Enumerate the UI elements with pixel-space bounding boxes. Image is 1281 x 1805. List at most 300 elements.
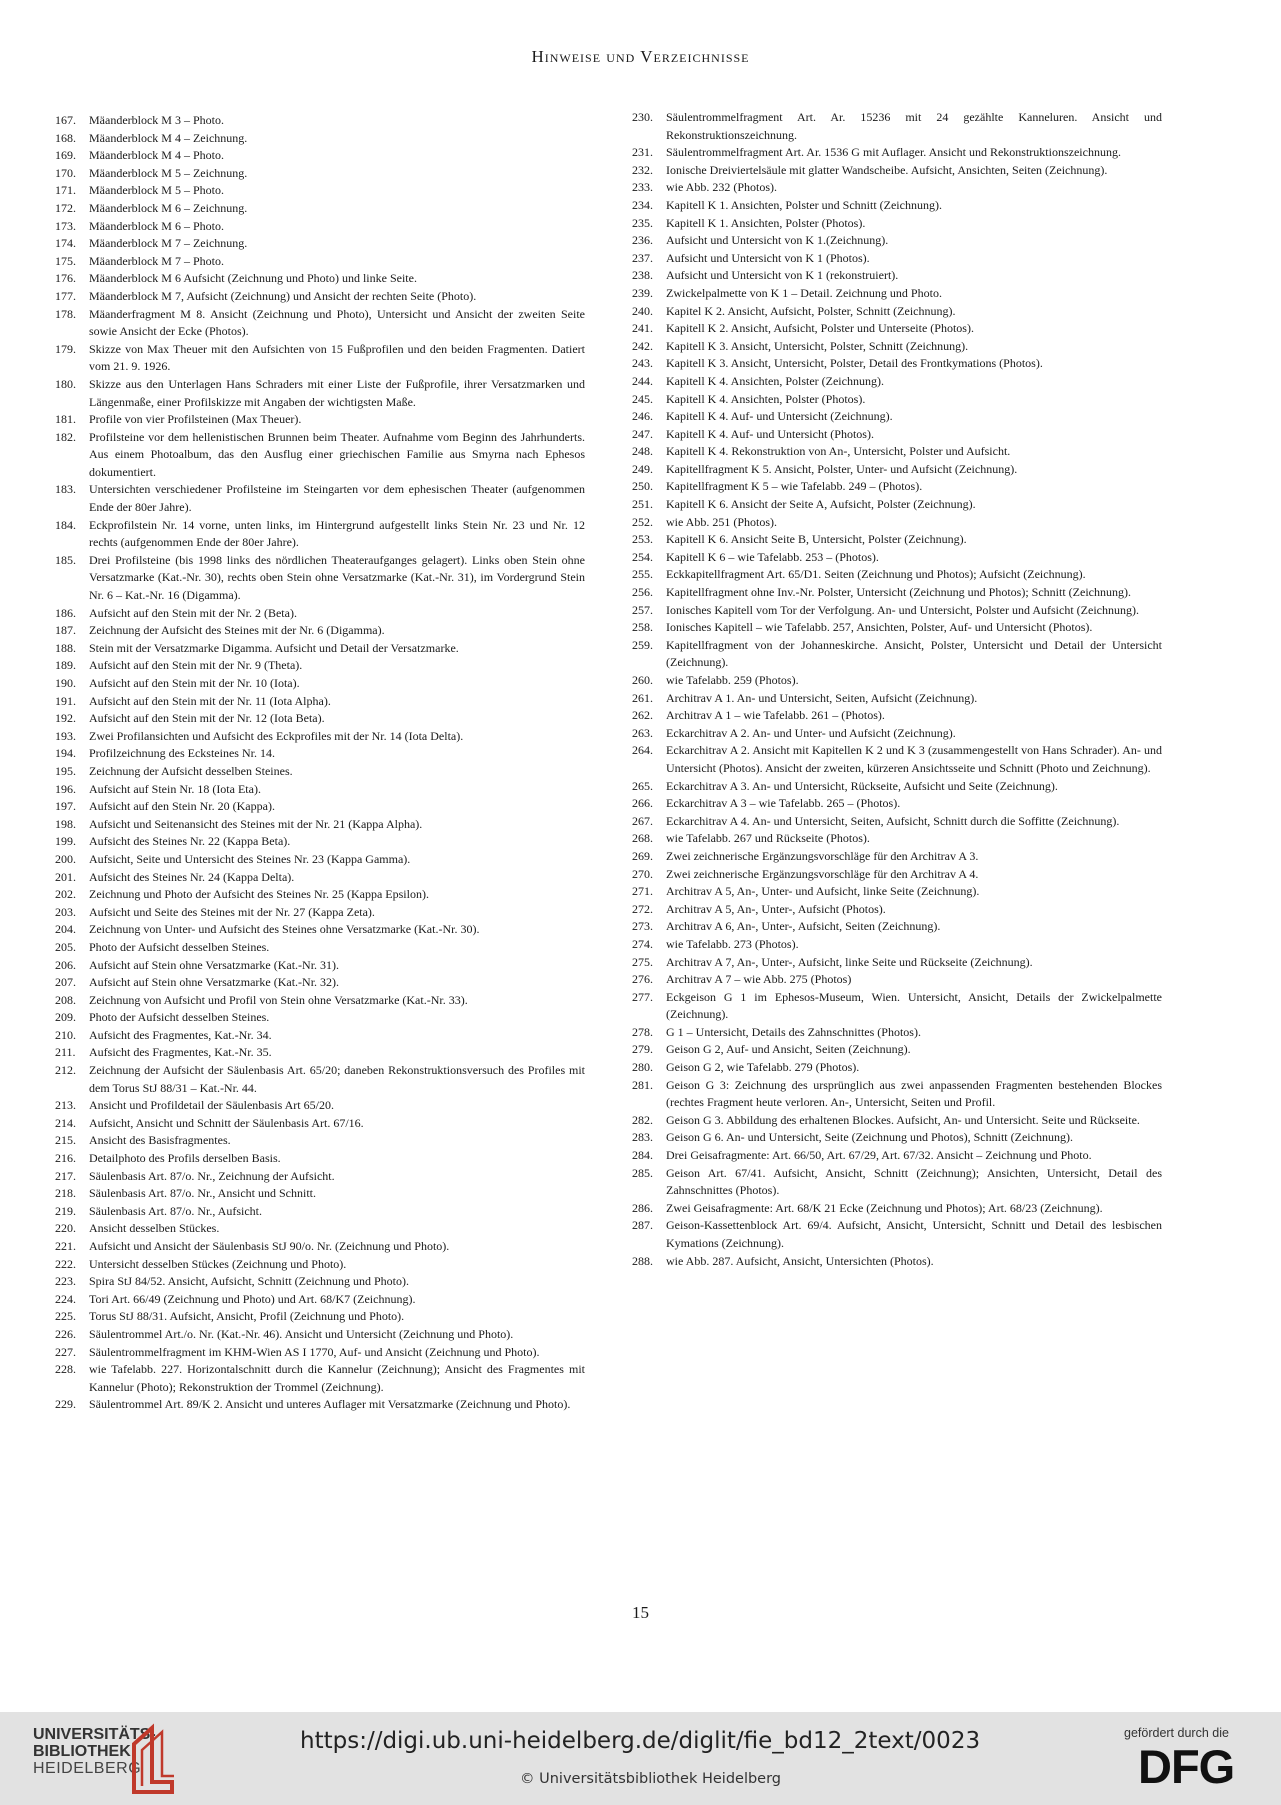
figure-caption: Eckarchitrav A 2. Ansicht mit Kapitellen K 2 und K 3 (zusammengestellt von Hans Schrader). An- und Untersicht (Photos). Ansicht der zweiten, kürzeren Ansichtsseite und Schnitt (Photo und Zeichnung).	[666, 743, 1162, 775]
figure-number: 288.	[632, 1253, 653, 1268]
figure-number: 283.	[632, 1130, 653, 1145]
list-item	[55, 605, 585, 623]
figure-number: 235.	[632, 215, 653, 230]
figure-number: 191.	[55, 693, 76, 708]
figure-caption: wie Tafelabb. 227. Horizontalschnitt durch die Kannelur (Zeichnung); Ansicht des Fragmentes mit Kannelur (Photo); Rekonstruktion der Trommel (Zeichnung).	[89, 1362, 585, 1394]
list-item	[55, 165, 585, 183]
figure-number: 169.	[55, 148, 76, 163]
figure-caption: Aufsicht auf Stein Nr. 18 (Iota Eta).	[89, 781, 261, 796]
figure-number: 170.	[55, 165, 76, 180]
list-item	[632, 989, 1162, 1024]
list-item	[55, 1044, 585, 1062]
list-item	[55, 1308, 585, 1326]
figure-number: 276.	[632, 972, 653, 987]
figure-number: 244.	[632, 373, 653, 388]
figure-number: 168.	[55, 130, 76, 145]
list-item	[632, 391, 1162, 409]
figure-caption: Säulentrommelfragment Art. Ar. 15236 mit 24 gezählte Kanneluren. Ansicht und Rekonstruktionszeichnung.	[666, 110, 1162, 142]
list-item	[632, 566, 1162, 584]
figure-caption: Säulentrommel Art./o. Nr. (Kat.-Nr. 46). Ansicht und Untersicht (Zeichnung und Photo).	[89, 1326, 514, 1341]
figure-caption: Säulenbasis Art. 87/o. Nr., Aufsicht.	[89, 1203, 262, 1218]
figure-number: 178.	[55, 306, 76, 321]
figure-number: 265.	[632, 778, 653, 793]
list-item	[632, 478, 1162, 496]
figure-number: 185.	[55, 552, 76, 567]
figure-number: 254.	[632, 549, 653, 564]
figure-caption: Eckarchitrav A 3 – wie Tafelabb. 265 – (Photos).	[666, 796, 901, 811]
list-item	[55, 693, 585, 711]
figure-number: 245.	[632, 391, 653, 406]
figure-caption: Zwei zeichnerische Ergänzungsvorschläge für den Architrav A 4.	[666, 866, 979, 881]
list-item	[55, 1150, 585, 1168]
figure-number: 242.	[632, 338, 653, 353]
figure-number: 181.	[55, 412, 76, 427]
figure-number: 247.	[632, 426, 653, 441]
left-column	[55, 112, 585, 1414]
figure-number: 231.	[632, 145, 653, 160]
figure-caption: Aufsicht des Fragmentes, Kat.-Nr. 34.	[89, 1027, 272, 1042]
figure-caption: Mäanderblock M 4 – Photo.	[89, 148, 224, 163]
figure-number: 272.	[632, 901, 653, 916]
list-item	[55, 957, 585, 975]
list-item	[632, 303, 1162, 321]
figure-caption: Zeichnung der Aufsicht der Säulenbasis Art. 65/20; daneben Rekonstruktionsversuch des Profiles mit dem Torus StJ 88/31 – Kat.-Nr. 44.	[89, 1063, 585, 1095]
figure-caption: Ansicht desselben Stückes.	[89, 1221, 220, 1236]
figure-number: 167.	[55, 113, 76, 127]
list-item	[632, 250, 1162, 268]
figure-number: 282.	[632, 1112, 653, 1127]
list-item	[55, 939, 585, 957]
figure-number: 216.	[55, 1151, 76, 1166]
figure-caption: Zeichnung von Unter- und Aufsicht des Steines ohne Versatzmarke (Kat.-Nr. 30).	[89, 922, 480, 937]
figure-number: 211.	[55, 1045, 76, 1060]
list-item	[632, 1129, 1162, 1147]
figure-caption: wie Tafelabb. 259 (Photos).	[666, 673, 799, 687]
list-item	[55, 306, 585, 341]
figure-caption: Aufsicht auf den Stein mit der Nr. 12 (Iota Beta).	[89, 711, 325, 726]
figure-caption: Zeichnung der Aufsicht des Steines mit der Nr. 6 (Digamma).	[89, 623, 385, 638]
figure-caption: Drei Geisafragmente: Art. 66/50, Art. 67/29, Art. 67/32. Ansicht – Zeichnung und Photo.	[666, 1148, 1092, 1163]
figure-number: 277.	[632, 989, 653, 1004]
figure-number: 262.	[632, 708, 653, 723]
figure-caption: Zeichnung der Aufsicht desselben Steines.	[89, 763, 293, 778]
figure-number: 197.	[55, 799, 76, 814]
list-item	[632, 144, 1162, 162]
figure-caption: Geison Art. 67/41. Aufsicht, Ansicht, Schnitt (Zeichnung); Ansichten, Untersicht, Detail des Zahnschnittes (Photos).	[666, 1165, 1162, 1198]
figure-caption: Aufsicht auf den Stein mit der Nr. 10 (Iota).	[89, 676, 300, 690]
list-item	[632, 338, 1162, 356]
figure-caption: Aufsicht auf den Stein mit der Nr. 2 (Beta).	[89, 605, 297, 620]
figure-caption: Aufsicht des Fragmentes, Kat.-Nr. 35.	[89, 1045, 272, 1060]
list-item	[632, 637, 1162, 672]
figure-caption: Geison G 2, Auf- und Ansicht, Seiten (Zeichnung).	[666, 1042, 911, 1057]
figure-caption: Zeichnung von Aufsicht und Profil von Stein ohne Versatzmarke (Kat.-Nr. 33).	[89, 992, 468, 1007]
list-item	[632, 1059, 1162, 1077]
list-item	[55, 1361, 585, 1396]
figure-caption: Zwickelpalmette von K 1 – Detail. Zeichnung und Photo.	[666, 285, 942, 300]
list-item	[55, 1291, 585, 1309]
figure-caption: Zwei Profilansichten und Aufsicht des Eckprofiles mit der Nr. 14 (Iota Delta).	[89, 728, 464, 743]
figure-number: 233.	[632, 180, 653, 195]
figure-caption: Kapitellfragment K 5. Ansicht, Polster, Unter- und Aufsicht (Zeichnung).	[666, 461, 1018, 476]
figure-number: 180.	[55, 376, 76, 391]
figure-caption: G 1 – Untersicht, Details des Zahnschnittes (Photos).	[666, 1024, 921, 1039]
figure-number: 261.	[632, 690, 653, 705]
figure-caption: Kapitellfragment ohne Inv.-Nr. Polster, Untersicht (Zeichnung und Photos); Schnitt (Zeichnung).	[666, 585, 1131, 600]
figure-caption: Kapitel K 2. Ansicht, Aufsicht, Polster, Schnitt (Zeichnung).	[666, 303, 956, 318]
list-item	[55, 622, 585, 640]
figure-caption: Aufsicht, Seite und Untersicht des Steines Nr. 23 (Kappa Gamma).	[89, 851, 411, 866]
figure-number: 275.	[632, 954, 653, 969]
figure-number: 201.	[55, 869, 76, 884]
figure-number: 199.	[55, 834, 76, 849]
figure-caption: Mäanderblock M 6 Aufsicht (Zeichnung und Photo) und linke Seite.	[89, 271, 417, 286]
figure-number: 192.	[55, 711, 76, 726]
figure-number: 248.	[632, 444, 653, 459]
figure-caption: Geison G 3. Abbildung des erhaltenen Blockes. Aufsicht, An- und Untersicht. Seite und Rückseite.	[666, 1112, 1140, 1127]
list-item	[632, 285, 1162, 303]
figure-number: 176.	[55, 271, 76, 286]
list-item	[55, 130, 585, 148]
list-item	[632, 232, 1162, 250]
list-item	[55, 657, 585, 675]
figure-caption: Architrav A 6, An-, Unter-, Aufsicht, Seiten (Zeichnung).	[666, 919, 941, 934]
list-item	[55, 341, 585, 376]
figure-caption: Eckgeison G 1 im Ephesos-Museum, Wien. Untersicht, Ansicht, Details der Zwickelpalmette (Zeichnung).	[666, 989, 1162, 1022]
list-item	[632, 179, 1162, 197]
library-emblem-icon	[128, 1722, 178, 1794]
figure-caption: Architrav A 7 – wie Abb. 275 (Photos)	[666, 972, 852, 987]
list-item	[55, 200, 585, 218]
figure-number: 172.	[55, 200, 76, 215]
figure-number: 221.	[55, 1239, 76, 1253]
list-item	[55, 886, 585, 904]
figure-number: 177.	[55, 288, 76, 303]
figure-caption: Skizze von Max Theuer mit den Aufsichten von 15 Fußprofilen und den beiden Fragmenten. Datiert vom 21. 9. 1926.	[89, 341, 585, 374]
figure-number: 281.	[632, 1077, 653, 1092]
figure-number: 179.	[55, 341, 76, 356]
figure-caption: Ionisches Kapitell vom Tor der Verfolgung. An- und Untersicht, Polster und Aufsicht (Zeichnung).	[666, 602, 1139, 617]
list-item	[55, 1115, 585, 1133]
list-item	[632, 866, 1162, 884]
figure-caption: Kapitell K 4. Ansichten, Polster (Photos).	[666, 391, 866, 406]
list-item	[632, 918, 1162, 936]
figure-caption: Aufsicht, Ansicht und Schnitt der Säulenbasis Art. 67/16.	[89, 1115, 364, 1130]
figure-number: 230.	[632, 110, 653, 124]
figure-caption: Aufsicht und Untersicht von K 1 (rekonstruiert).	[666, 268, 899, 283]
list-item	[55, 1132, 585, 1150]
list-item	[632, 355, 1162, 373]
figure-caption: Eckarchitrav A 3. An- und Untersicht, Rückseite, Aufsicht und Seite (Zeichnung).	[666, 778, 1058, 793]
figure-caption: Kapitell K 3. Ansicht, Untersicht, Polster, Detail des Frontkymations (Photos).	[666, 356, 1043, 371]
figure-caption: Aufsicht auf den Stein mit der Nr. 9 (Theta).	[89, 658, 303, 673]
figure-caption: wie Abb. 251 (Photos).	[666, 514, 777, 529]
dfg-logo[interactable]: DFG	[1138, 1740, 1235, 1793]
figure-number: 269.	[632, 848, 653, 863]
figure-number: 215.	[55, 1133, 76, 1148]
figure-number: 203.	[55, 904, 76, 919]
copyright-notice: © Universitätsbibliothek Heidelberg	[520, 1771, 782, 1787]
list-item	[632, 461, 1162, 479]
viewer-footer	[0, 1712, 1281, 1805]
figure-caption: Ansicht und Profildetail der Säulenbasis Art 65/20.	[89, 1098, 334, 1113]
list-item	[55, 904, 585, 922]
list-item	[55, 640, 585, 658]
figure-number: 264.	[632, 743, 653, 758]
figure-caption: Geison-Kassettenblock Art. 69/4. Aufsicht, Ansicht, Untersicht, Schnitt und Detail des lesbischen Kymations (Zeichnung).	[666, 1218, 1162, 1250]
figure-caption: Skizze aus den Unterlagen Hans Schraders mit einer Liste der Fußprofile, ihrer Versatzmarken und Längenmaße, einer Profilskizze mit Angaben der wichtigsten Maße.	[89, 376, 585, 409]
figure-number: 286.	[632, 1200, 653, 1215]
figure-number: 246.	[632, 409, 653, 424]
figure-number: 204.	[55, 922, 76, 937]
list-item	[632, 443, 1162, 461]
figure-number: 222.	[55, 1256, 76, 1271]
figure-number: 251.	[632, 497, 653, 512]
list-item	[55, 921, 585, 939]
figure-caption: Photo der Aufsicht desselben Steines.	[89, 939, 270, 954]
list-item	[55, 253, 585, 271]
figure-caption: Aufsicht und Seite des Steines mit der Nr. 27 (Kappa Zeta).	[89, 904, 375, 919]
figure-number: 255.	[632, 567, 653, 582]
figure-caption: wie Abb. 232 (Photos).	[666, 180, 777, 195]
list-item	[55, 1273, 585, 1291]
list-item	[632, 778, 1162, 796]
figure-number: 220.	[55, 1221, 76, 1236]
list-item	[55, 1396, 585, 1414]
list-item	[632, 936, 1162, 954]
figure-number: 217.	[55, 1168, 76, 1183]
figure-number: 263.	[632, 725, 653, 740]
figure-number: 238.	[632, 268, 653, 283]
figure-number: 285.	[632, 1165, 653, 1180]
figure-caption: Aufsicht des Steines Nr. 22 (Kappa Beta).	[89, 834, 291, 849]
figure-number: 270.	[632, 866, 653, 881]
list-item	[55, 481, 585, 516]
figure-number: 190.	[55, 676, 76, 690]
figure-caption: Eckarchitrav A 4. An- und Untersicht, Seiten, Aufsicht, Schnitt durch die Soffitte (Zeichnung).	[666, 813, 1120, 828]
list-item	[632, 531, 1162, 549]
list-item	[55, 517, 585, 552]
figure-caption: Kapitellfragment von der Johanneskirche. Ansicht, Polster, Untersicht und Detail der Untersicht (Zeichnung).	[666, 637, 1162, 670]
figure-caption: Säulentrommelfragment im KHM-Wien AS I 1770, Auf- und Ansicht (Zeichnung und Photo).	[89, 1344, 540, 1359]
list-item	[632, 672, 1162, 690]
figure-number: 232.	[632, 162, 653, 177]
list-item	[55, 745, 585, 763]
figure-number: 278.	[632, 1024, 653, 1039]
list-item	[632, 813, 1162, 831]
figure-caption: Drei Profilsteine (bis 1998 links des nördlichen Theateraufganges gelagert). Links oben Stein ohne Versatzmarke (Kat.-Nr. 30), rechts oben Stein ohne Versatzmarke (Kat.-Nr. 31), im Vordergrund Stein Nr. 6 – Kat.-Nr. 16 (Digamma).	[89, 552, 585, 603]
figure-number: 171.	[55, 183, 76, 198]
list-item	[632, 215, 1162, 233]
figure-caption: Aufsicht und Untersicht von K 1.(Zeichnung).	[666, 233, 889, 248]
list-item	[55, 851, 585, 869]
list-item	[55, 112, 585, 130]
list-item	[632, 549, 1162, 567]
figure-number: 258.	[632, 620, 653, 635]
figure-number: 194.	[55, 746, 76, 761]
figure-number: 208.	[55, 992, 76, 1007]
figure-number: 271.	[632, 884, 653, 899]
figure-caption: Säulenbasis Art. 87/o. Nr., Zeichnung der Aufsicht.	[89, 1168, 335, 1183]
figure-number: 175.	[55, 253, 76, 268]
list-item	[632, 1147, 1162, 1165]
figure-caption: Säulentrommel Art. 89/K 2. Ansicht und unteres Auflager mit Versatzmarke (Zeichnung und Photo).	[89, 1397, 571, 1412]
figure-number: 250.	[632, 479, 653, 494]
list-item	[55, 411, 585, 429]
figure-number: 229.	[55, 1397, 76, 1412]
figure-number: 239.	[632, 285, 653, 300]
list-item	[55, 798, 585, 816]
list-item	[55, 376, 585, 411]
list-item	[55, 1009, 585, 1027]
list-item	[55, 1062, 585, 1097]
list-item	[632, 602, 1162, 620]
figure-caption: Kapitell K 1. Ansichten, Polster (Photos).	[666, 215, 866, 230]
list-item	[55, 781, 585, 799]
list-item	[632, 619, 1162, 637]
funding-label: gefördert durch die	[1124, 1726, 1229, 1740]
list-item	[55, 833, 585, 851]
figure-caption: Säulentrommelfragment Art. Ar. 1536 G mit Auflager. Ansicht und Rekonstruktionszeichnung.	[666, 145, 1121, 160]
figure-caption: wie Abb. 287. Aufsicht, Ansicht, Untersichten (Photos).	[666, 1253, 934, 1268]
figure-number: 249.	[632, 461, 653, 476]
figure-number: 273.	[632, 919, 653, 934]
list-item	[632, 197, 1162, 215]
figure-caption: Kapitell K 3. Ansicht, Untersicht, Polster, Schnitt (Zeichnung).	[666, 338, 969, 353]
list-item	[55, 1344, 585, 1362]
list-item	[55, 235, 585, 253]
figure-caption: Ionisches Kapitell – wie Tafelabb. 257, Ansichten, Polster, Auf- und Untersicht (Photos).	[666, 620, 1093, 635]
list-item	[55, 552, 585, 605]
list-item	[55, 429, 585, 482]
figure-number: 195.	[55, 763, 76, 778]
figure-number: 182.	[55, 429, 76, 444]
list-item	[632, 742, 1162, 777]
figure-caption: Kapitell K 4. Rekonstruktion von An-, Untersicht, Polster und Aufsicht.	[666, 444, 1011, 459]
list-item	[632, 690, 1162, 708]
list-item	[55, 728, 585, 746]
document-url-link[interactable]: https://digi.ub.uni-heidelberg.de/diglit/fie_bd12_2text/0023	[300, 1728, 981, 1754]
list-item	[632, 883, 1162, 901]
figure-number: 224.	[55, 1291, 76, 1306]
library-name-line2: BIBLIOTHEK	[33, 1743, 131, 1760]
figure-number: 186.	[55, 605, 76, 620]
figure-caption: Eckarchitrav A 2. An- und Unter- und Aufsicht (Zeichnung).	[666, 725, 956, 740]
figure-caption: Mäanderblock M 7 – Zeichnung.	[89, 236, 248, 251]
list-item	[632, 707, 1162, 725]
figure-number: 184.	[55, 517, 76, 532]
figure-caption: Ionische Dreiviertelsäule mit glatter Wandscheibe. Aufsicht, Ansichten, Seiten (Zeichnung).	[666, 162, 1108, 177]
figure-caption: Architrav A 7, An-, Unter-, Aufsicht, linke Seite und Rückseite (Zeichnung).	[666, 954, 1033, 969]
list-item	[55, 675, 585, 693]
list-item	[632, 1253, 1162, 1271]
figure-number: 210.	[55, 1027, 76, 1042]
figure-number: 173.	[55, 218, 76, 233]
figure-number: 266.	[632, 796, 653, 811]
right-column	[632, 109, 1162, 1270]
page-number: 15	[632, 1603, 649, 1622]
list-item	[632, 1041, 1162, 1059]
list-item	[55, 1185, 585, 1203]
figure-caption: Zeichnung und Photo der Aufsicht des Steines Nr. 25 (Kappa Epsilon).	[89, 887, 429, 902]
list-item	[55, 288, 585, 306]
figure-number: 280.	[632, 1060, 653, 1075]
list-item	[55, 710, 585, 728]
figure-number: 284.	[632, 1148, 653, 1163]
figure-caption: wie Tafelabb. 267 und Rückseite (Photos).	[666, 831, 870, 846]
figure-caption: Mäanderblock M 7, Aufsicht (Zeichnung) und Ansicht der rechten Seite (Photo).	[89, 288, 477, 303]
figure-number: 268.	[632, 831, 653, 846]
figure-caption: Mäanderblock M 5 – Photo.	[89, 183, 224, 198]
figure-caption: Aufsicht und Ansicht der Säulenbasis StJ 90/o. Nr. (Zeichnung und Photo).	[89, 1239, 450, 1253]
figure-number: 257.	[632, 602, 653, 617]
list-item	[55, 218, 585, 236]
list-item	[55, 270, 585, 288]
figure-caption: Untersichten verschiedener Profilsteine im Steingarten vor dem ephesischen Theater (aufgenommen Ende der 80er Jahre).	[89, 482, 585, 515]
list-item	[632, 408, 1162, 426]
figure-caption: Mäanderblock M 7 – Photo.	[89, 253, 224, 268]
list-item	[632, 1112, 1162, 1130]
figure-number: 226.	[55, 1326, 76, 1341]
figure-caption: Zwei Geisafragmente: Art. 68/K 21 Ecke (Zeichnung und Photos); Art. 68/23 (Zeichnung).	[666, 1200, 1103, 1215]
list-item	[55, 816, 585, 834]
figure-number: 256.	[632, 585, 653, 600]
list-item	[55, 1168, 585, 1186]
figure-number: 223.	[55, 1274, 76, 1289]
figure-number: 259.	[632, 637, 653, 652]
figure-caption: Profilsteine vor dem hellenistischen Brunnen beim Theater. Aufnahme vom Beginn des Jahrhunderts. Aus einem Photoalbum, das den Ausflug einer griechischen Familie aus Smyrna nach Ephesos dokumentiert.	[89, 429, 585, 479]
figure-caption: Aufsicht auf den Stein Nr. 20 (Kappa).	[89, 799, 275, 814]
figure-caption: Kapitellfragment K 5 – wie Tafelabb. 249 – (Photos).	[666, 479, 923, 494]
figure-number: 260.	[632, 673, 653, 687]
list-item	[632, 1165, 1162, 1200]
figure-number: 193.	[55, 728, 76, 743]
figure-caption: Geison G 6. An- und Untersicht, Seite (Zeichnung und Photos), Schnitt (Zeichnung).	[666, 1130, 1073, 1145]
figure-number: 225.	[55, 1309, 76, 1324]
figure-number: 237.	[632, 250, 653, 265]
figure-caption: Mäanderblock M 6 – Zeichnung.	[89, 200, 248, 215]
figure-caption: Geison G 3: Zeichnung des ursprünglich aus zwei anpassenden Fragmenten bestehenden Blockes (rechtes Fragment heute verloren. An-, Untersicht, Seiten und Profil.	[666, 1077, 1162, 1110]
list-item	[632, 901, 1162, 919]
list-item	[632, 109, 1162, 144]
figure-caption: Säulenbasis Art. 87/o. Nr., Ansicht und Schnitt.	[89, 1186, 316, 1201]
figure-caption: Aufsicht des Steines Nr. 24 (Kappa Delta).	[89, 869, 295, 884]
figure-number: 200.	[55, 851, 76, 866]
figure-number: 287.	[632, 1218, 653, 1233]
figure-caption: Zwei zeichnerische Ergänzungsvorschläge für den Architrav A 3.	[666, 848, 979, 863]
list-item	[55, 182, 585, 200]
list-item	[632, 1024, 1162, 1042]
figure-caption: Mäanderblock M 5 – Zeichnung.	[89, 165, 248, 180]
list-item	[55, 1256, 585, 1274]
figure-number: 228.	[55, 1362, 76, 1377]
figure-caption: wie Tafelabb. 273 (Photos).	[666, 936, 799, 951]
list-item	[632, 848, 1162, 866]
figure-caption: Spira StJ 84/52. Ansicht, Aufsicht, Schnitt (Zeichnung und Photo).	[89, 1274, 409, 1289]
figure-caption: Mäanderblock M 3 – Photo.	[89, 113, 224, 127]
figure-number: 196.	[55, 781, 76, 796]
figure-number: 218.	[55, 1186, 76, 1201]
figure-number: 243.	[632, 356, 653, 371]
list-item	[55, 763, 585, 781]
figure-caption: Geison G 2, wie Tafelabb. 279 (Photos).	[666, 1060, 860, 1075]
figure-number: 227.	[55, 1344, 76, 1359]
list-item	[55, 1220, 585, 1238]
list-item	[632, 1217, 1162, 1252]
figure-caption: Architrav A 5, An-, Unter-, Aufsicht (Photos).	[666, 901, 886, 916]
list-item	[632, 830, 1162, 848]
figure-number: 188.	[55, 640, 76, 655]
